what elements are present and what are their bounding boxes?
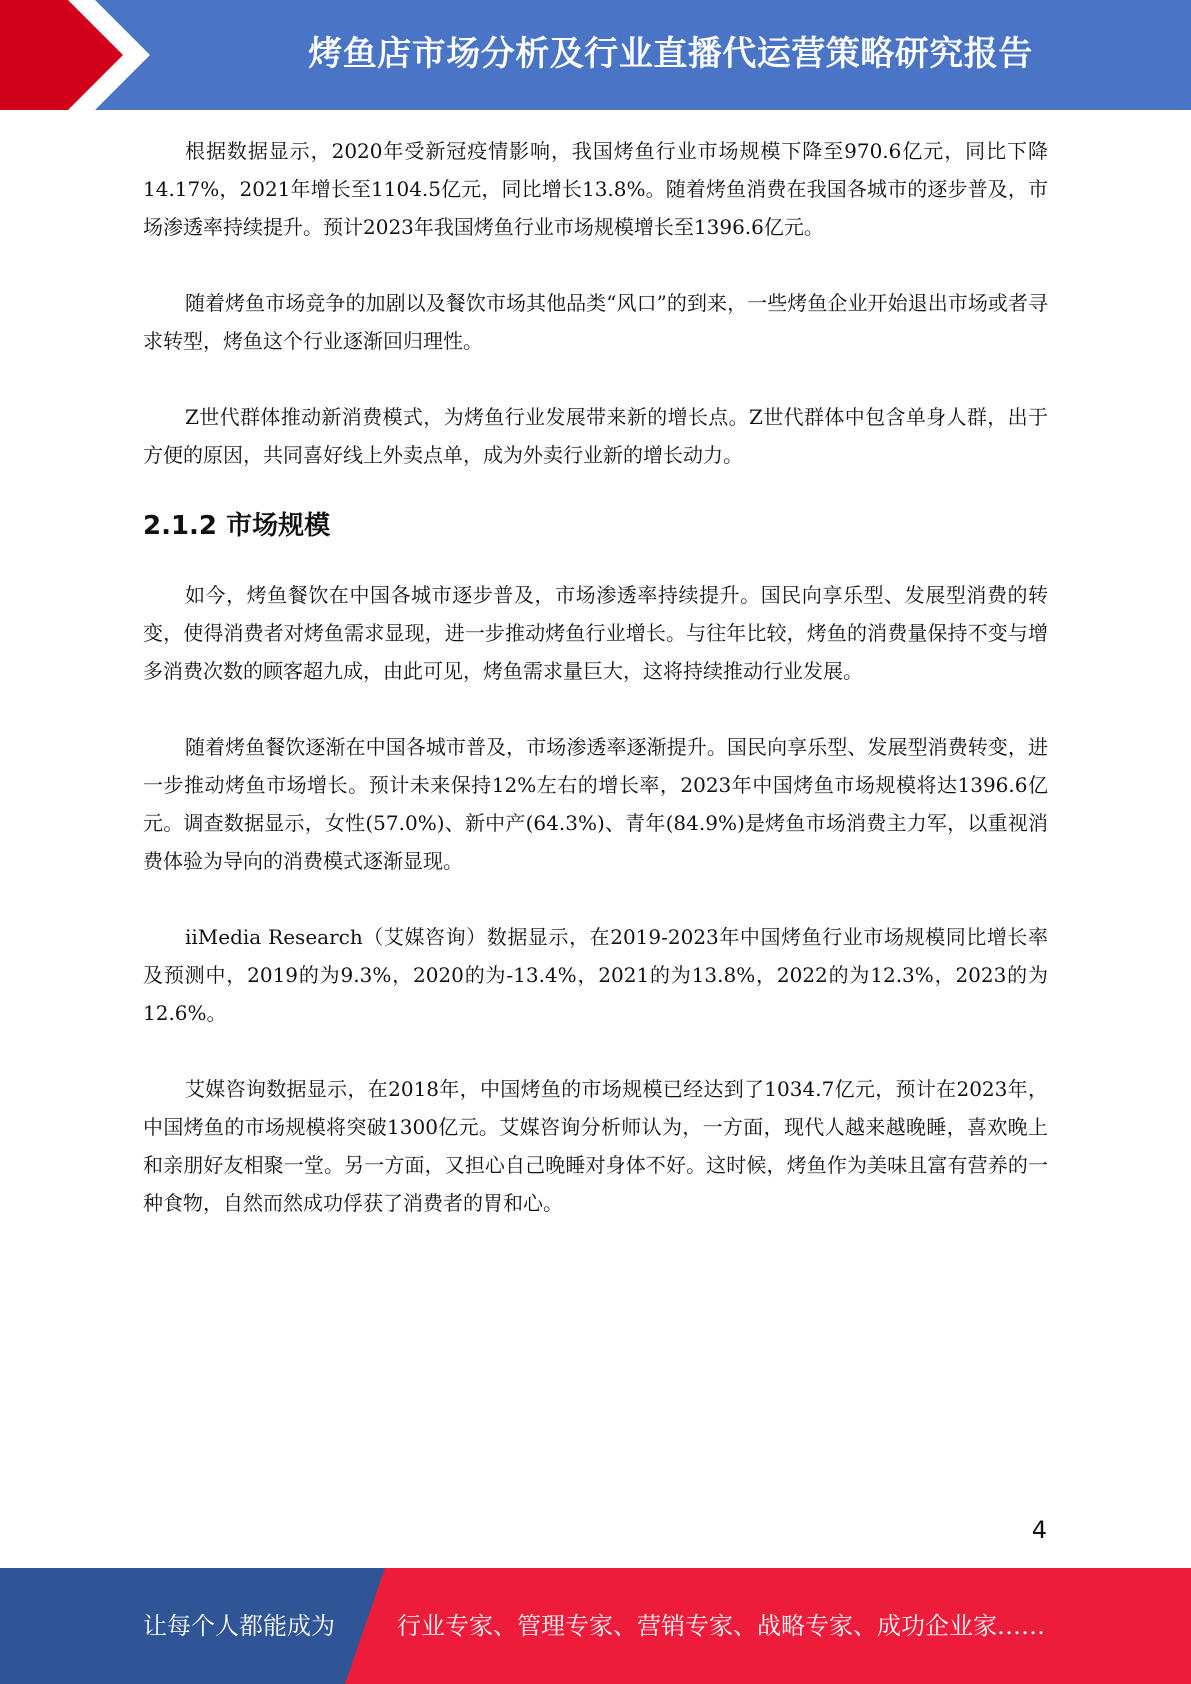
section-heading: 2.1.2 市场规模 [143,511,331,541]
footer-banner [0,1568,1191,1684]
page-title: 烤鱼店市场分析及行业直播代运营策略研究报告 [308,34,1033,74]
paragraph: 艾媒咨询数据显示，在2018年，中国烤鱼的市场规模已经达到了1034.7亿元，预计在2023年，中国烤鱼的市场规模将突破1300亿元。艾媒咨询分析师认为，一方面，现代人越来越晚睡，喜欢晚上和亲朋好友相聚一堂。另一方面，又担心自己晚睡对身体不好。这时候，烤鱼作为美味且富有营养的一种食物，自然而然成功俘获了消费者的胃和心。 [143,1077,1048,1215]
paragraph: 随着烤鱼市场竞争的加剧以及餐饮市场其他品类“风口”的到来，一些烤鱼企业开始退出市场或者寻求转型，烤鱼这个行业逐渐回归理性。 [143,291,1048,353]
paragraph: 根据数据显示，2020年受新冠疫情影响，我国烤鱼行业市场规模下降至970.6亿元，同比下降14.17%，2021年增长至1104.5亿元，同比增长13.8%。随着烤鱼消费在我国各城市的逐步普及，市场渗透率持续提升。预计2023年我国烤鱼行业市场规模增长至1396.6亿元。 [143,139,1048,239]
paragraph: iiMedia Research（艾媒咨询）数据显示，在2019-2023年中国烤鱼行业市场规模同比增长率及预测中，2019的为9.3%，2020的为-13.4%，2021的为13.8%，2022的为12.3%，2023的为12.6%。 [143,925,1048,1025]
document-body [143,132,1048,1222]
header-banner [0,0,1191,110]
footer-slogan-right: 行业专家、管理专家、营销专家、战略专家、成功企业家…… [397,1612,1045,1640]
footer-slogan-left: 让每个人都能成为 [143,1612,335,1640]
header-arrow-icon [0,0,150,110]
page-number: 4 [1031,1516,1047,1544]
paragraph: Z世代群体推动新消费模式，为烤鱼行业发展带来新的增长点。Z世代群体中包含单身人群，出于方便的原因，共同喜好线上外卖点单，成为外卖行业新的增长动力。 [143,405,1048,467]
paragraph: 随着烤鱼餐饮逐渐在中国各城市普及，市场渗透率逐渐提升。国民向享乐型、发展型消费转变，进一步推动烤鱼市场增长。预计未来保持12%左右的增长率，2023年中国烤鱼市场规模将达1396.6亿元。调查数据显示，女性(57.0%)、新中产(64.3%)、青年(84.9%)是烤鱼市场消费主力军，以重视消费体验为导向的消费模式逐渐显现。 [143,735,1048,873]
paragraph: 如今，烤鱼餐饮在中国各城市逐步普及，市场渗透率持续提升。国民向享乐型、发展型消费的转变，使得消费者对烤鱼需求显现，进一步推动烤鱼行业增长。与往年比较，烤鱼的消费量保持不变与增多消费次数的顾客超九成，由此可见，烤鱼需求量巨大，这将持续推动行业发展。 [143,583,1048,683]
